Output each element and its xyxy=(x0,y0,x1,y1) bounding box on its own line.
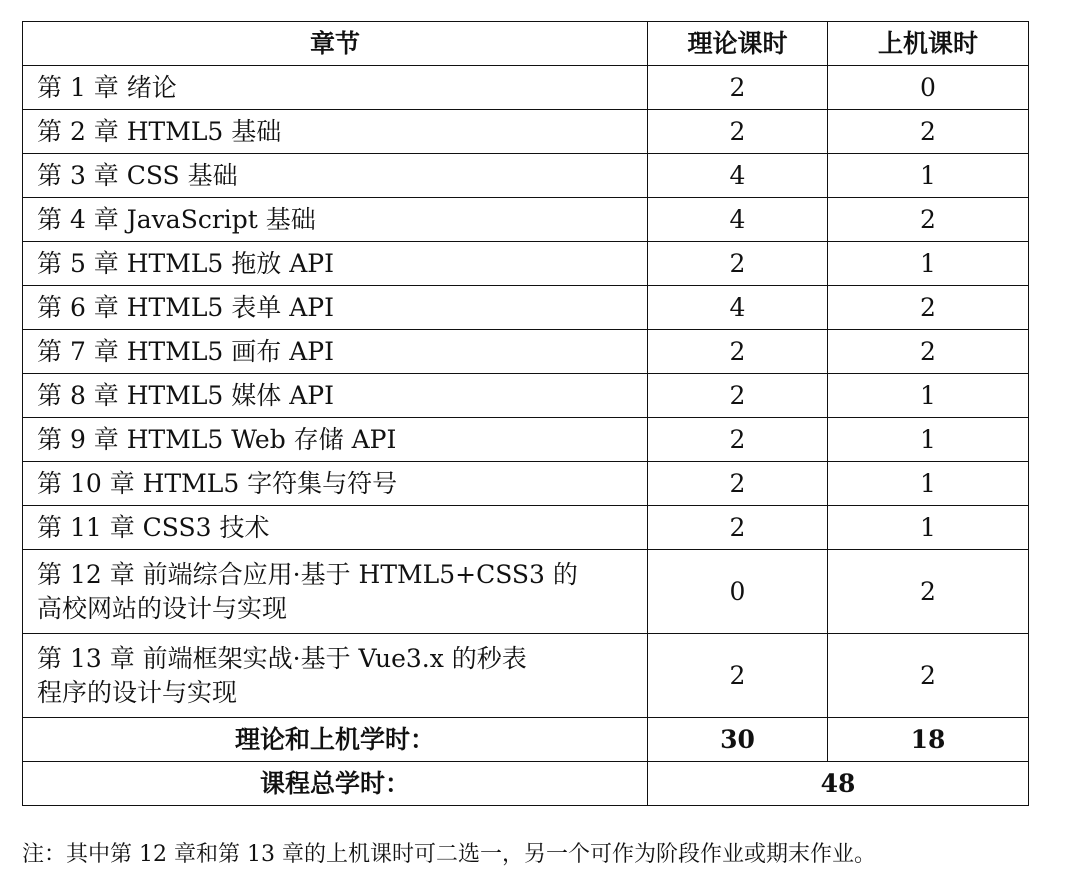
chapter-cell: 第 3 章 CSS 基础 xyxy=(23,154,648,198)
table-row xyxy=(23,198,1029,242)
theory-hours-cell: 2 xyxy=(648,506,828,550)
chapter-cell: 第 1 章 绪论 xyxy=(23,66,648,110)
lab-hours-cell: 1 xyxy=(828,418,1029,462)
table-row xyxy=(23,634,1029,718)
lab-hours-cell: 1 xyxy=(828,242,1029,286)
theory-hours-cell: 4 xyxy=(648,198,828,242)
theory-hours-cell: 2 xyxy=(648,462,828,506)
chapter-cell: 第 6 章 HTML5 表单 API xyxy=(23,286,648,330)
lab-hours-cell: 2 xyxy=(828,286,1029,330)
chapter-cell: 第 8 章 HTML5 媒体 API xyxy=(23,374,648,418)
chapter-cell: 第 4 章 JavaScript 基础 xyxy=(23,198,648,242)
chapter-line: 高校网站的设计与实现 xyxy=(37,593,288,623)
header-theory-hours: 理论课时 xyxy=(648,22,828,66)
table-row xyxy=(23,66,1029,110)
theory-hours-cell: 2 xyxy=(648,418,828,462)
table-row xyxy=(23,374,1029,418)
table-row xyxy=(23,242,1029,286)
total-lab-hours: 18 xyxy=(828,718,1029,762)
chapter-line: 第 13 章 前端框架实战·基于 Vue3.x 的秒表 xyxy=(37,643,527,673)
lab-hours-cell: 1 xyxy=(828,154,1029,198)
theory-hours-cell: 2 xyxy=(648,374,828,418)
chapter-cell xyxy=(23,550,648,634)
theory-hours-cell: 2 xyxy=(648,110,828,154)
chapter-cell: 第 2 章 HTML5 基础 xyxy=(23,110,648,154)
lab-hours-cell: 2 xyxy=(828,110,1029,154)
chapter-line: 第 12 章 前端综合应用·基于 HTML5+CSS3 的 xyxy=(37,559,578,589)
table-row xyxy=(23,110,1029,154)
table-row xyxy=(23,418,1029,462)
lab-hours-cell: 2 xyxy=(828,198,1029,242)
chapter-cell: 第 7 章 HTML5 画布 API xyxy=(23,330,648,374)
chapter-cell: 第 11 章 CSS3 技术 xyxy=(23,506,648,550)
lab-hours-cell: 1 xyxy=(828,374,1029,418)
table-row xyxy=(23,462,1029,506)
header-row xyxy=(23,22,1029,66)
header-lab-hours: 上机课时 xyxy=(828,22,1029,66)
table-row xyxy=(23,330,1029,374)
chapter-cell: 第 9 章 HTML5 Web 存储 API xyxy=(23,418,648,462)
footnote: 注：其中第 12 章和第 13 章的上机课时可二选一，另一个可作为阶段作业或期末作业。 xyxy=(22,842,876,867)
totals-label: 理论和上机学时： xyxy=(23,718,648,762)
chapter-cell xyxy=(23,634,648,718)
table-row xyxy=(23,154,1029,198)
lab-hours-cell: 1 xyxy=(828,462,1029,506)
table-row xyxy=(23,506,1029,550)
lab-hours-cell: 0 xyxy=(828,66,1029,110)
lab-hours-cell: 2 xyxy=(828,634,1029,718)
table-row xyxy=(23,286,1029,330)
theory-hours-cell: 2 xyxy=(648,66,828,110)
chapter-cell: 第 5 章 HTML5 拖放 API xyxy=(23,242,648,286)
theory-hours-cell: 4 xyxy=(648,154,828,198)
overall-total-row xyxy=(23,762,1029,806)
theory-hours-cell: 0 xyxy=(648,550,828,634)
theory-hours-cell: 4 xyxy=(648,286,828,330)
course-hours-table xyxy=(22,21,1029,806)
overall-total-hours: 48 xyxy=(648,762,1029,806)
lab-hours-cell: 2 xyxy=(828,550,1029,634)
theory-hours-cell: 2 xyxy=(648,330,828,374)
theory-hours-cell: 2 xyxy=(648,634,828,718)
lab-hours-cell: 2 xyxy=(828,330,1029,374)
overall-label: 课程总学时： xyxy=(23,762,648,806)
chapter-line: 程序的设计与实现 xyxy=(37,677,238,707)
total-theory-hours: 30 xyxy=(648,718,828,762)
header-chapter: 章节 xyxy=(23,22,648,66)
theory-hours-cell: 2 xyxy=(648,242,828,286)
chapter-cell: 第 10 章 HTML5 字符集与符号 xyxy=(23,462,648,506)
totals-row xyxy=(23,718,1029,762)
lab-hours-cell: 1 xyxy=(828,506,1029,550)
table-row xyxy=(23,550,1029,634)
